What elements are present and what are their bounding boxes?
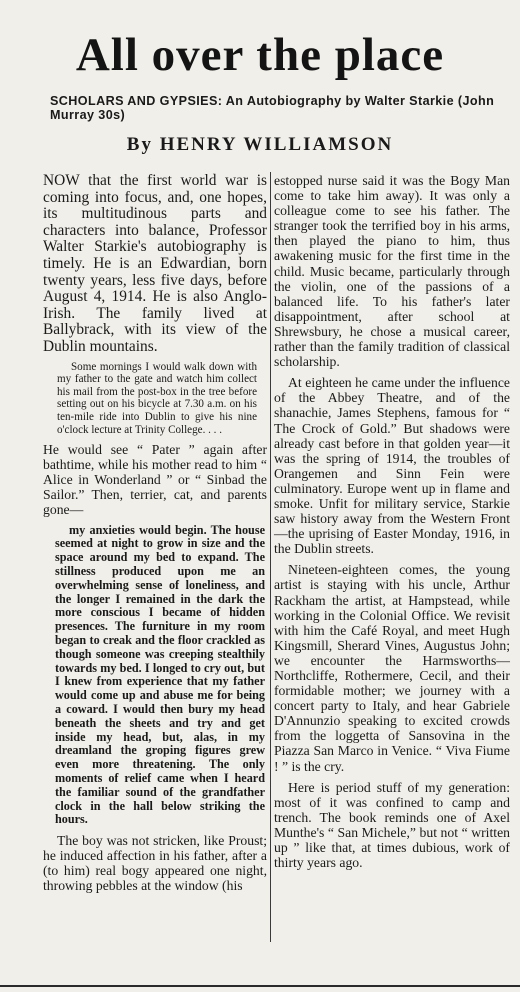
right-column — [274, 173, 510, 870]
paragraph: estopped nurse said it was the Bogy Man come to take him away). It was only a colleague come to see his father. The stranger took the terrified boy in his arms, then played the piano to him, thus awakening music for the first time in the child. Music became, particularly through the violin, one of the passions of a balanced life. To his father's later disappointment, after school at Shrewsbury, he chose a musical career, rather than the family tradition of classical scholarship. — [274, 173, 510, 370]
paragraph: Here is period stuff of my generation: most of it was confined to camp and trench. The book reminds one of Axel Munthe's “ San Michele,” but not “ written up ” like that, at times dubious, work of thirty years ago. — [274, 779, 510, 871]
byline: By HENRY WILLIAMSON — [126, 134, 394, 155]
bottom-rule — [0, 985, 520, 987]
block-quote: Some mornings I would walk down with my father to the gate and watch him collect his mail from the post-box in the tree before setting out on his bicycle at 7.30 a.m. on his ten-mile ride into Dublin to give his nine o'clock lecture at Trinity College. . . . — [57, 360, 257, 436]
book-details: SCHOLARS AND GYPSIES: An Autobiography by Walter Starkie (John Murray 30s) — [50, 94, 495, 122]
left-column — [43, 173, 267, 893]
paragraph: At eighteen he came under the influence of the Abbey Theatre, and of the shanachie, James Stephens, famous for “ The Crock of Gold.” But shadows were already cast before in that golden year—it was the spring of 1914, the troubles of Orangemen and Sinn Fein were culminatory. Europe went up in flame and smoke. Unfit for military service, Starkie saw history away from the Western Front—the uprising of Easter Monday, 1916, in the Dublin streets. — [274, 375, 510, 557]
column-divider — [270, 172, 271, 942]
paragraph: The boy was not stricken, like Proust; he induced affection in his father, after a (to him) real bogy appeared one night, throwing pebbles at the window (his — [43, 833, 267, 894]
paragraph: NOW that the first world war is coming into focus, and, one hopes, its multitudinous parts and characters into balance, Professor Walter Starkie's autobiography is timely. He is an Edwardian, born twenty years, less five days, before August 4, 1914. He is also Anglo-Irish. The family lived at Ballybrack, with its view of the Dublin mountains. — [43, 172, 267, 355]
block-quote: my anxieties would begin. The house seemed at night to grow in size and the space around my bed to expand. The stillness produced upon me an overwhelming sense of loneliness, and the longer I remained in the dark the more conscious I became of hidden presences. The furniture in my room began to creak and the floor crackled as though someone was creeping stealthily towards my bed. I longed to cry out, but I knew from experience that my father would come up and abuse me for being a coward. I would then bury my head beneath the sheets and try and get inside my head, but, alas, in my dreamland the groping figures grew even more threatening. The only moments of relief came when I heard the familiar sound of the grandfather clock in the hall below striking the hours. — [55, 522, 265, 827]
headline: All over the place — [75, 29, 445, 81]
paragraph: He would see “ Pater ” again after bathtime, while his mother read to him “ Alice in Wonderland ” or “ Sinbad the Sailor.” Then, terrier, cat, and parents gone— — [43, 442, 267, 518]
paragraph: Nineteen-eighteen comes, the young artist is staying with his uncle, Arthur Rackham the artist, at Hampstead, while working in the Colonial Office. We revisit with him the Café Royal, and meet Hugh Kingsmill, Sherard Vines, Augustus John; we encounter the Harmsworths—Northcliffe, Rothermere, Cecil, and their formidable mother; we journey with a concert party to Italy, and hear Gabriele D'Annunzio speaking to excited crowds from the loggetta of Sansovina in the Piazza San Marco in Venice. “ Viva Fiume ! ” is the cry. — [274, 562, 510, 774]
